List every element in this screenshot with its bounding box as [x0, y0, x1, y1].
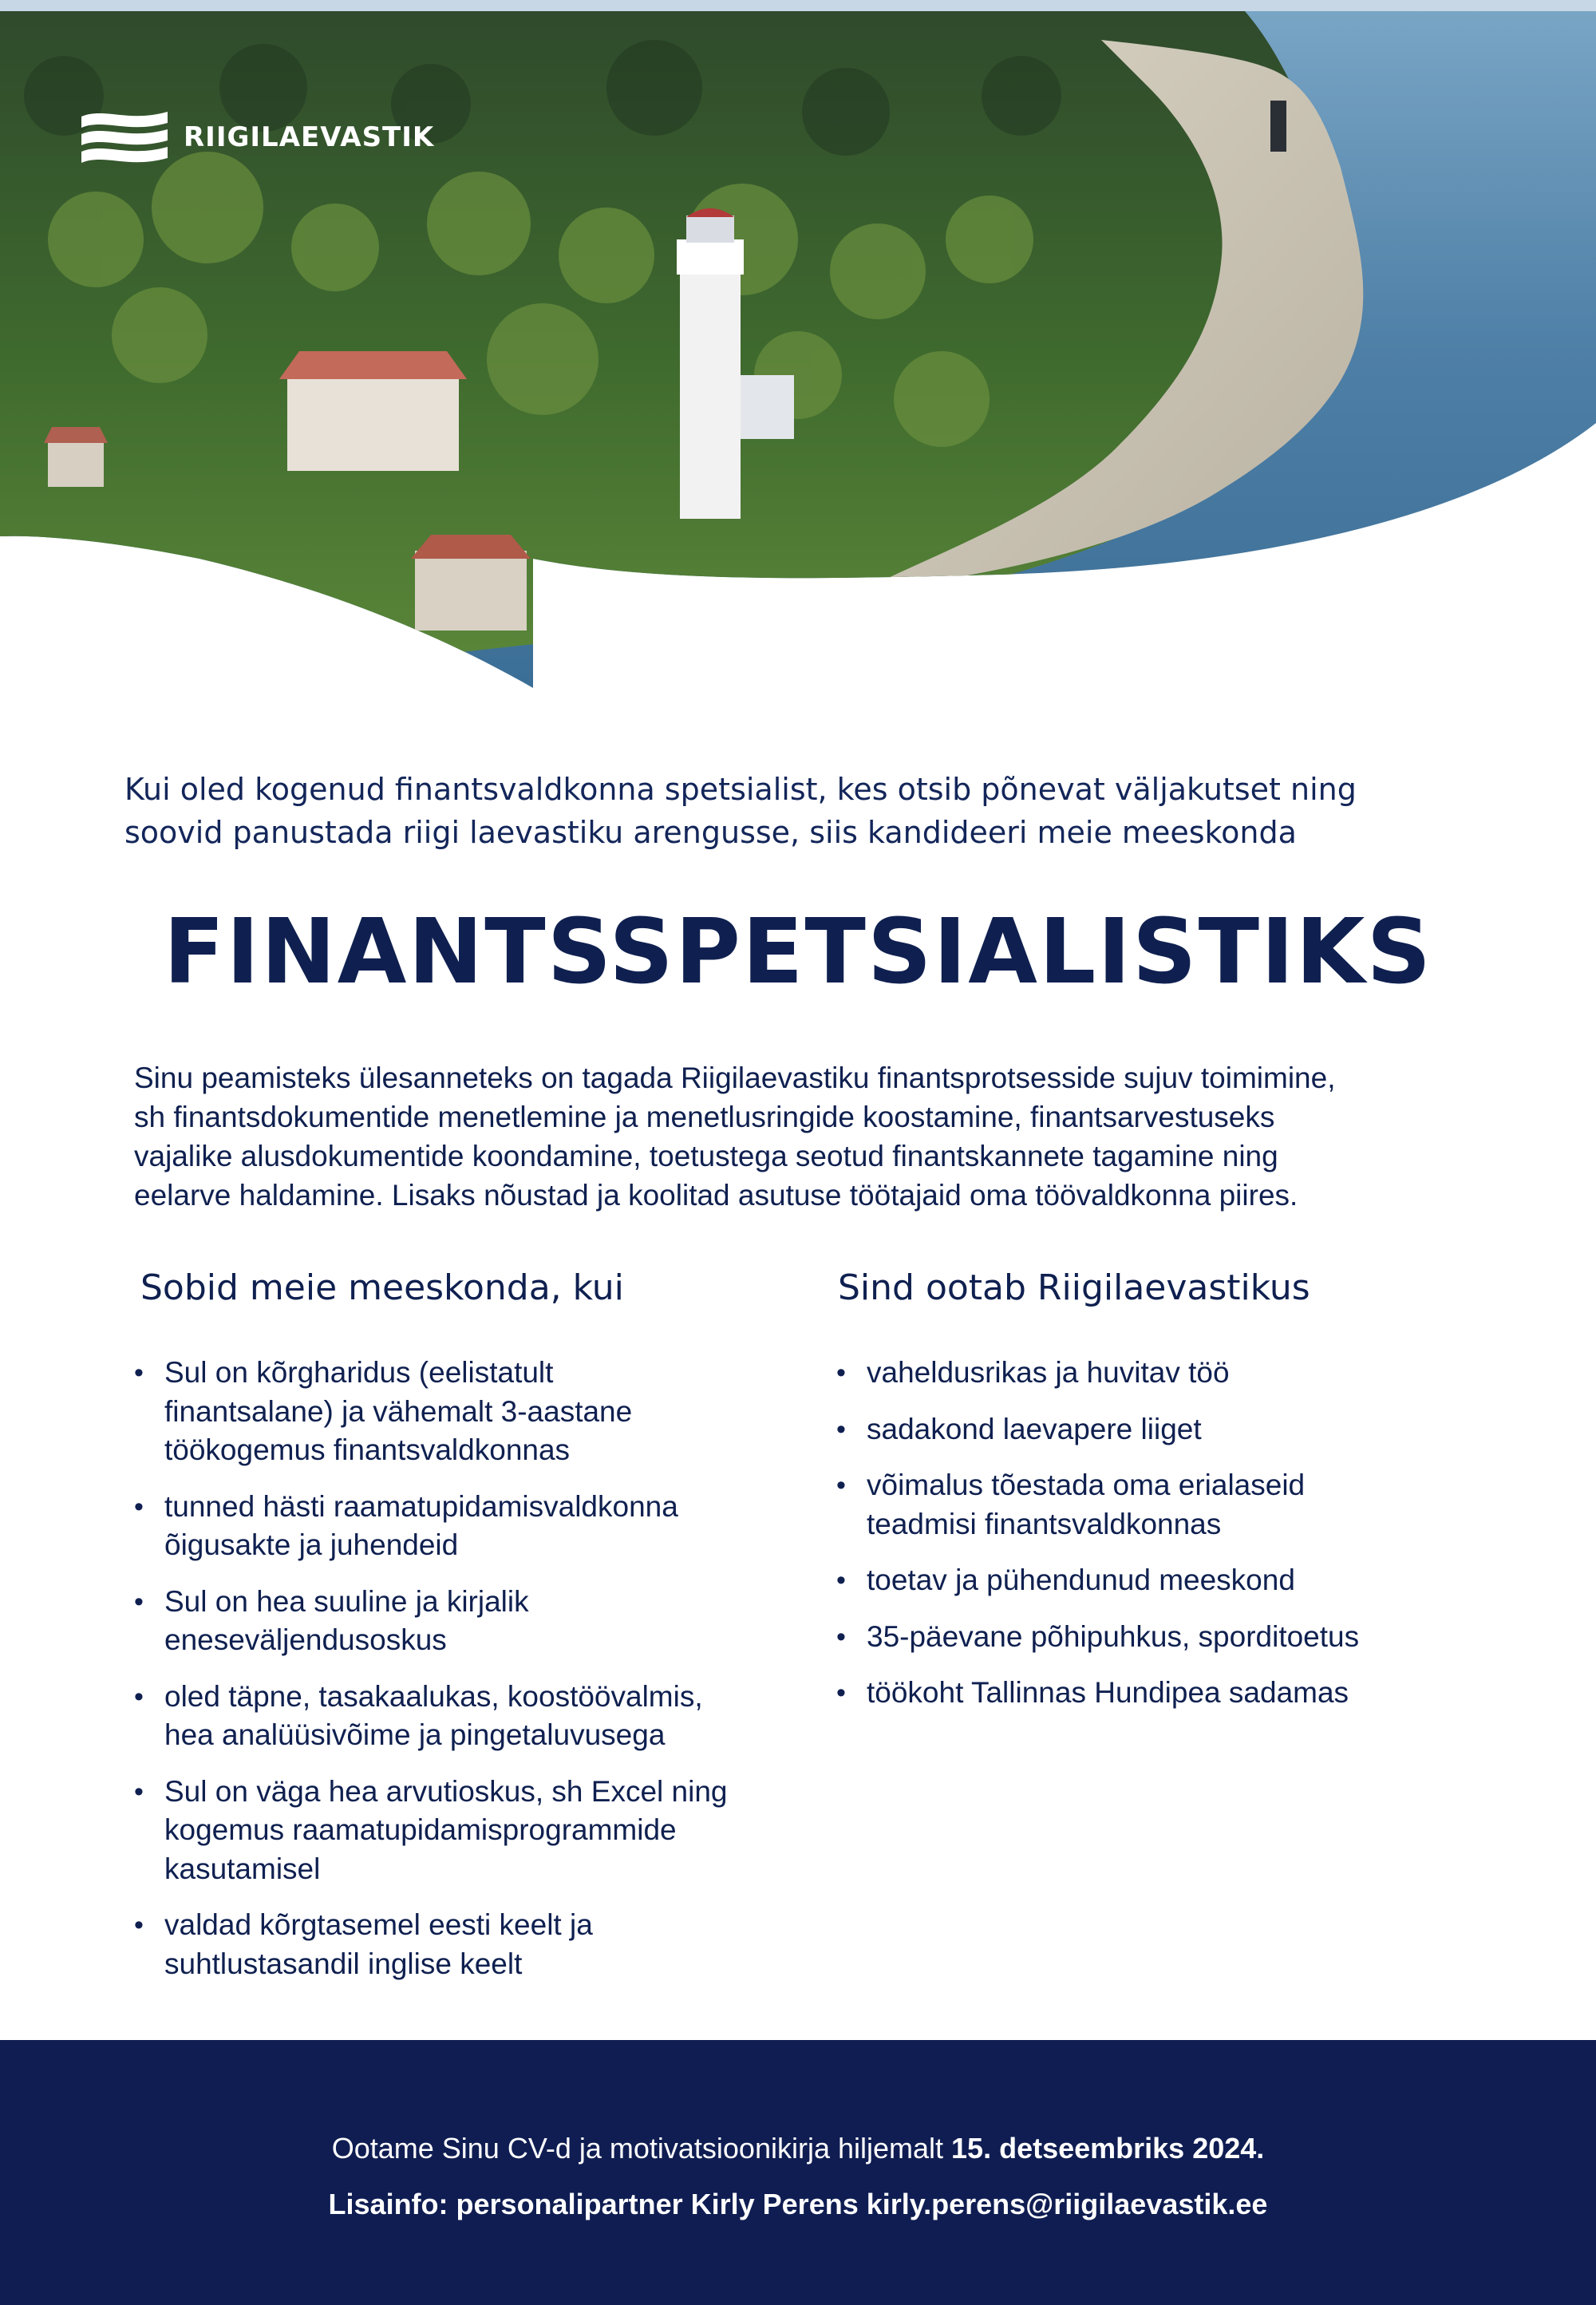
job-description — [134, 1058, 1491, 1215]
list-item — [836, 1674, 1491, 1713]
offer-title: Sind ootab Riigilaevastikus — [838, 1267, 1310, 1308]
deadline-prefix: Ootame Sinu CV-d ja motivatsioonikirja hiljemalt — [331, 2132, 952, 2165]
list-item-line: • vaheldusrikas ja huvitav töö — [867, 1356, 1230, 1389]
list-item — [836, 1618, 1491, 1657]
list-item — [134, 1583, 788, 1660]
intro-line: Kui oled kogenud finantsvaldkonna spetsialist, kes otsib põnevat väljakutset ning — [124, 772, 1357, 807]
deadline-date: 15. detseembriks 2024. — [951, 2132, 1265, 2165]
list-item-line: eneseväljendusoskus — [164, 1623, 447, 1656]
list-item-line: • sadakond laevapere liiget — [867, 1412, 1202, 1445]
list-item-line: teadmisi finantsvaldkonnas — [867, 1507, 1222, 1540]
intro-line: soovid panustada riigi laevastiku arengusse, siis kandideeri meie meeskonda — [124, 815, 1297, 850]
offer-list — [836, 1354, 1491, 1730]
description-line: eelarve haldamine. Lisaks nõustad ja koolitad asutuse töötajaid oma töövaldkonna piires. — [134, 1179, 1298, 1212]
list-item — [134, 1678, 788, 1755]
application-deadline — [0, 2131, 1596, 2166]
list-item — [134, 1354, 788, 1470]
contact-info: Lisainfo: personalipartner Kirly Perens kirly.perens@riigilaevastik.ee — [328, 2188, 1268, 2220]
list-item-line: • Sul on kõrgharidus (eelistatult — [164, 1356, 554, 1389]
list-item-line: • töökoht Tallinnas Hundipea sadamas — [867, 1676, 1349, 1709]
brand-logo — [80, 109, 434, 166]
list-item-line: • Sul on väga hea arvutioskus, sh Excel ning — [164, 1774, 728, 1808]
list-item — [836, 1561, 1491, 1600]
list-item-line: hea analüüsivõime ja pingetaluvusega — [164, 1718, 666, 1751]
list-item — [134, 1773, 788, 1889]
list-item-line: kasutamisel — [164, 1852, 321, 1885]
hero-coastal-photo — [0, 0, 1596, 702]
list-item-line: kogemus raamatupidamisprogrammide — [164, 1813, 677, 1846]
list-item — [836, 1354, 1491, 1393]
list-item — [134, 1906, 788, 1983]
list-item-line: • võimalus tõestada oma erialaseid — [867, 1469, 1306, 1501]
intro-text — [124, 768, 1497, 854]
footer-banner — [0, 2040, 1596, 2305]
description-line: sh finantsdokumentide menetlemine ja menetlusringide koostamine, finantsarvestuseks — [134, 1101, 1275, 1133]
list-item — [836, 1410, 1491, 1449]
list-item-line: • valdad kõrgtasemel eesti keelt ja — [164, 1908, 593, 1941]
description-line: Sinu peamisteks ülesanneteks on tagada Riigilaevastiku finantsprotsesside sujuv toimimine, — [134, 1062, 1336, 1094]
list-item-line: • 35-päevane põhipuhkus, sporditoetus — [867, 1619, 1360, 1653]
list-item-line: finantsalane) ja vähemalt 3-aastane — [164, 1394, 633, 1428]
list-item — [836, 1466, 1491, 1544]
requirements-title: Sobid meie meeskonda, kui — [140, 1267, 624, 1308]
list-item-line: • toetav ja pühendunud meeskond — [867, 1564, 1295, 1596]
job-title: FINANTSSPETSIALISTIKS — [163, 900, 1433, 1004]
list-item — [134, 1488, 788, 1565]
list-item-line: • oled täpne, tasakaalukas, koostöövalmis, — [164, 1679, 703, 1713]
brand-name: RIIGILAEVASTIK — [184, 121, 435, 153]
waves-icon — [80, 109, 169, 166]
list-item-line: töökogemus finantsvaldkonnas — [164, 1433, 571, 1466]
list-item-line: õigusakte ja juhendeid — [164, 1528, 459, 1561]
requirements-list — [134, 1354, 788, 2001]
description-line: vajalike alusdokumentide koondamine, toetustega seotud finantskannete tagamine ning — [134, 1140, 1278, 1172]
list-item-line: • Sul on hea suuline ja kirjalik — [164, 1584, 529, 1618]
list-item-line: suhtlustasandil inglise keelt — [164, 1947, 523, 1980]
list-item-line: • tunned hästi raamatupidamisvaldkonna — [164, 1489, 678, 1523]
